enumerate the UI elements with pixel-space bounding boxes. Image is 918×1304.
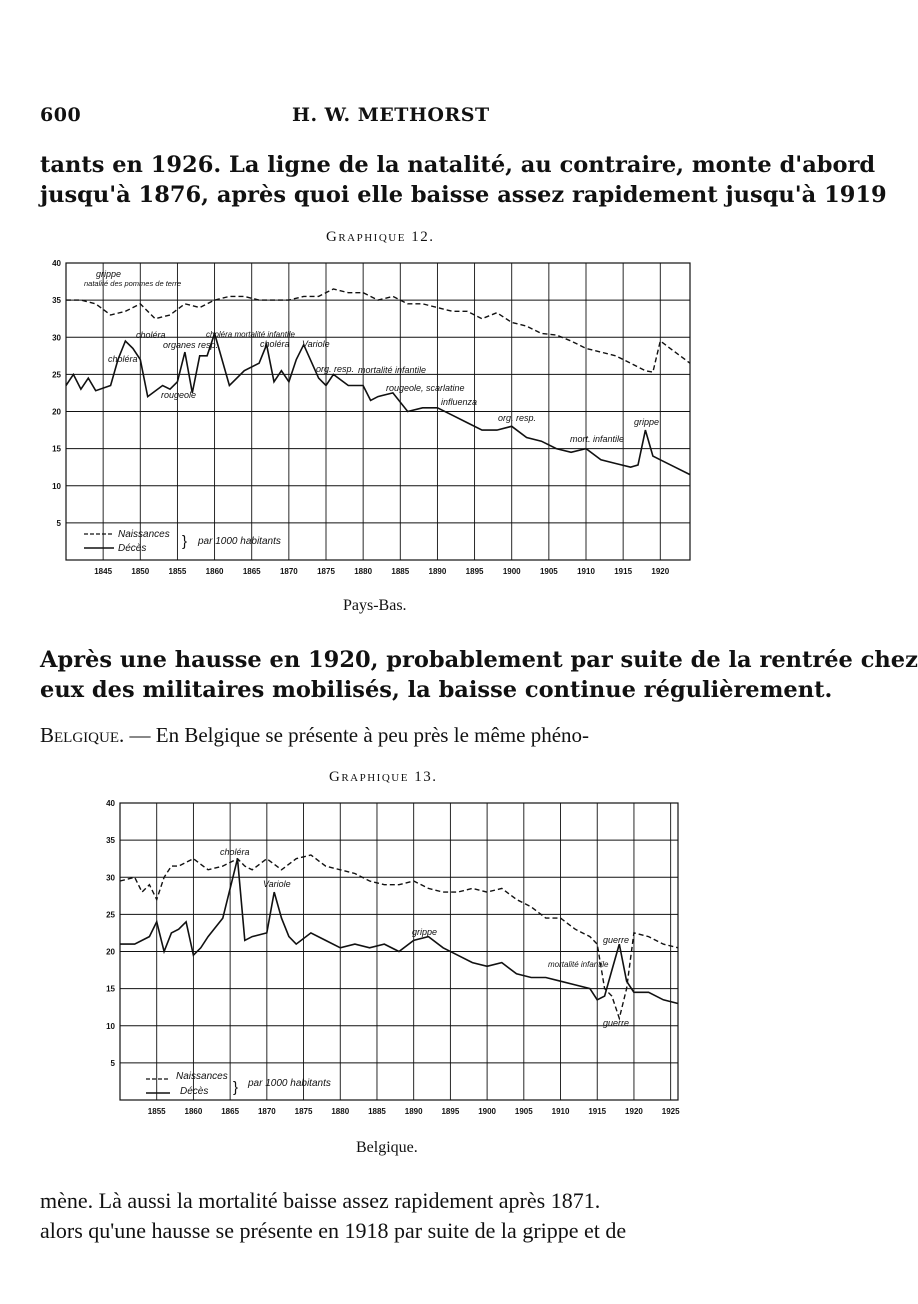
running-title: H. W. METHORST bbox=[292, 104, 490, 126]
annotation: mortalité infantile bbox=[358, 365, 427, 375]
annotation: Variole bbox=[302, 339, 330, 349]
y-tick-label: 20 bbox=[52, 407, 61, 417]
legend-births: Naissances bbox=[118, 529, 170, 540]
deaths-line bbox=[120, 859, 678, 1004]
births-line bbox=[120, 855, 678, 1018]
x-tick-label: 1870 bbox=[257, 1107, 276, 1116]
y-ticks bbox=[106, 799, 115, 1068]
y-tick-label: 35 bbox=[106, 836, 115, 846]
chart-grid bbox=[66, 263, 690, 560]
x-tick-label: 1875 bbox=[294, 1107, 313, 1116]
y-tick-label: 25 bbox=[106, 910, 115, 920]
x-tick-label: 1915 bbox=[588, 1107, 607, 1116]
y-tick-label: 20 bbox=[106, 947, 115, 957]
y-tick-label: 15 bbox=[52, 444, 61, 454]
x-ticks bbox=[148, 1107, 680, 1116]
x-tick-label: 1850 bbox=[131, 567, 150, 576]
chart-caption-13: Belgique. bbox=[356, 1139, 418, 1156]
x-tick-label: 1860 bbox=[205, 567, 224, 576]
annotation: grippe bbox=[634, 417, 660, 427]
annotation: org. resp. bbox=[498, 413, 537, 423]
x-tick-label: 1905 bbox=[539, 567, 558, 576]
paragraph-line: mène. Là aussi la mortalité baisse assez rapidement après 1871. bbox=[40, 1188, 601, 1213]
y-tick-label: 5 bbox=[110, 1058, 115, 1068]
paragraph-line: alors qu'une hausse se présente en 1918 par suite de la grippe et de bbox=[40, 1218, 627, 1243]
legend-unit: par 1000 habitants bbox=[198, 536, 281, 547]
paragraph-line: Après une hausse en 1920, probablement par suite de la rentrée chez bbox=[40, 647, 918, 673]
x-tick-label: 1885 bbox=[391, 567, 410, 576]
y-tick-label: 10 bbox=[52, 481, 61, 491]
annotation: rougeole bbox=[161, 390, 197, 400]
y-tick-label: 30 bbox=[52, 333, 61, 343]
y-ticks bbox=[52, 259, 61, 528]
annotation: natalité des pommes de terre bbox=[84, 279, 182, 288]
annotation: organes resp. bbox=[163, 340, 219, 350]
legend-unit: par 1000 habitants bbox=[248, 1078, 331, 1089]
annotation: choléra mortalité infantile bbox=[206, 330, 295, 339]
annotation: grippe bbox=[412, 927, 438, 937]
y-tick-label: 5 bbox=[56, 518, 61, 528]
x-tick-label: 1890 bbox=[404, 1107, 423, 1116]
annotation: influenza bbox=[441, 397, 478, 407]
x-tick-label: 1925 bbox=[661, 1107, 680, 1116]
section-lead: Belgique. bbox=[40, 723, 125, 747]
x-tick-label: 1870 bbox=[279, 567, 298, 576]
y-tick-label: 10 bbox=[106, 1021, 115, 1031]
x-tick-label: 1855 bbox=[147, 1107, 166, 1116]
annotation: guerre bbox=[603, 1018, 630, 1028]
x-tick-label: 1880 bbox=[331, 1107, 350, 1116]
paragraph-line: jusqu'à 1876, après quoi elle baisse assez rapidement jusqu'à 1919 bbox=[40, 182, 887, 208]
x-tick-label: 1895 bbox=[465, 567, 484, 576]
x-ticks bbox=[94, 567, 669, 576]
y-tick-label: 30 bbox=[106, 873, 115, 883]
annotation: guerre bbox=[603, 935, 630, 945]
y-tick-label: 15 bbox=[106, 984, 115, 994]
x-tick-label: 1920 bbox=[625, 1107, 643, 1116]
chart-title-12: Graphique 12. bbox=[326, 229, 435, 245]
annotation: choléra bbox=[108, 354, 138, 364]
x-tick-label: 1915 bbox=[614, 567, 633, 576]
annotation: choléra bbox=[260, 339, 290, 349]
x-tick-label: 1880 bbox=[354, 567, 373, 576]
svg-text:}: } bbox=[233, 1079, 239, 1096]
x-tick-label: 1855 bbox=[168, 567, 187, 576]
annotation: Variole bbox=[263, 879, 291, 889]
legend-deaths: Décès bbox=[180, 1086, 209, 1097]
x-tick-label: 1900 bbox=[502, 567, 521, 576]
y-tick-label: 25 bbox=[52, 370, 61, 380]
chart-title-13: Graphique 13. bbox=[329, 769, 438, 785]
page-number: 600 bbox=[40, 104, 82, 126]
chart-pays-bas bbox=[36, 255, 700, 585]
x-tick-label: 1865 bbox=[242, 567, 261, 576]
x-tick-label: 1905 bbox=[514, 1107, 533, 1116]
annotation: rougeole, scarlatine bbox=[386, 383, 465, 393]
legend-births: Naissances bbox=[176, 1071, 228, 1082]
y-tick-label: 40 bbox=[52, 259, 61, 268]
section-text: — En Belgique se présente à peu près le même phéno- bbox=[124, 723, 590, 747]
x-tick-label: 1910 bbox=[551, 1107, 570, 1116]
x-tick-label: 1910 bbox=[577, 567, 595, 576]
annotations bbox=[84, 269, 659, 444]
annotation: mortalité infantile bbox=[548, 960, 609, 969]
annotation: org. resp. bbox=[316, 364, 355, 374]
paragraph-line bbox=[40, 720, 764, 750]
x-tick-label: 1890 bbox=[428, 567, 447, 576]
x-tick-label: 1875 bbox=[317, 567, 335, 576]
x-tick-label: 1860 bbox=[184, 1107, 203, 1116]
annotation: choléra bbox=[220, 847, 250, 857]
chart-belgique bbox=[100, 795, 700, 1125]
annotation: grippe bbox=[96, 269, 122, 279]
x-tick-label: 1920 bbox=[651, 567, 670, 576]
y-tick-label: 35 bbox=[52, 296, 61, 306]
y-tick-label: 40 bbox=[106, 799, 115, 808]
paragraph-line: tants en 1926. La ligne de la natalité, au contraire, monte d'abord bbox=[40, 152, 876, 178]
annotation: mort. infantile bbox=[570, 434, 625, 444]
legend-deaths: Décès bbox=[118, 543, 147, 554]
x-tick-label: 1845 bbox=[94, 567, 113, 576]
x-tick-label: 1885 bbox=[368, 1107, 386, 1116]
deaths-line bbox=[66, 334, 690, 475]
annotation: choléra bbox=[136, 330, 166, 340]
x-tick-label: 1900 bbox=[478, 1107, 497, 1116]
x-tick-label: 1865 bbox=[221, 1107, 240, 1116]
svg-text:}: } bbox=[182, 533, 188, 550]
paragraph-line: eux des militaires mobilisés, la baisse continue régulièrement. bbox=[40, 677, 833, 703]
x-tick-label: 1895 bbox=[441, 1107, 460, 1116]
chart-caption-12: Pays-Bas. bbox=[343, 597, 407, 614]
